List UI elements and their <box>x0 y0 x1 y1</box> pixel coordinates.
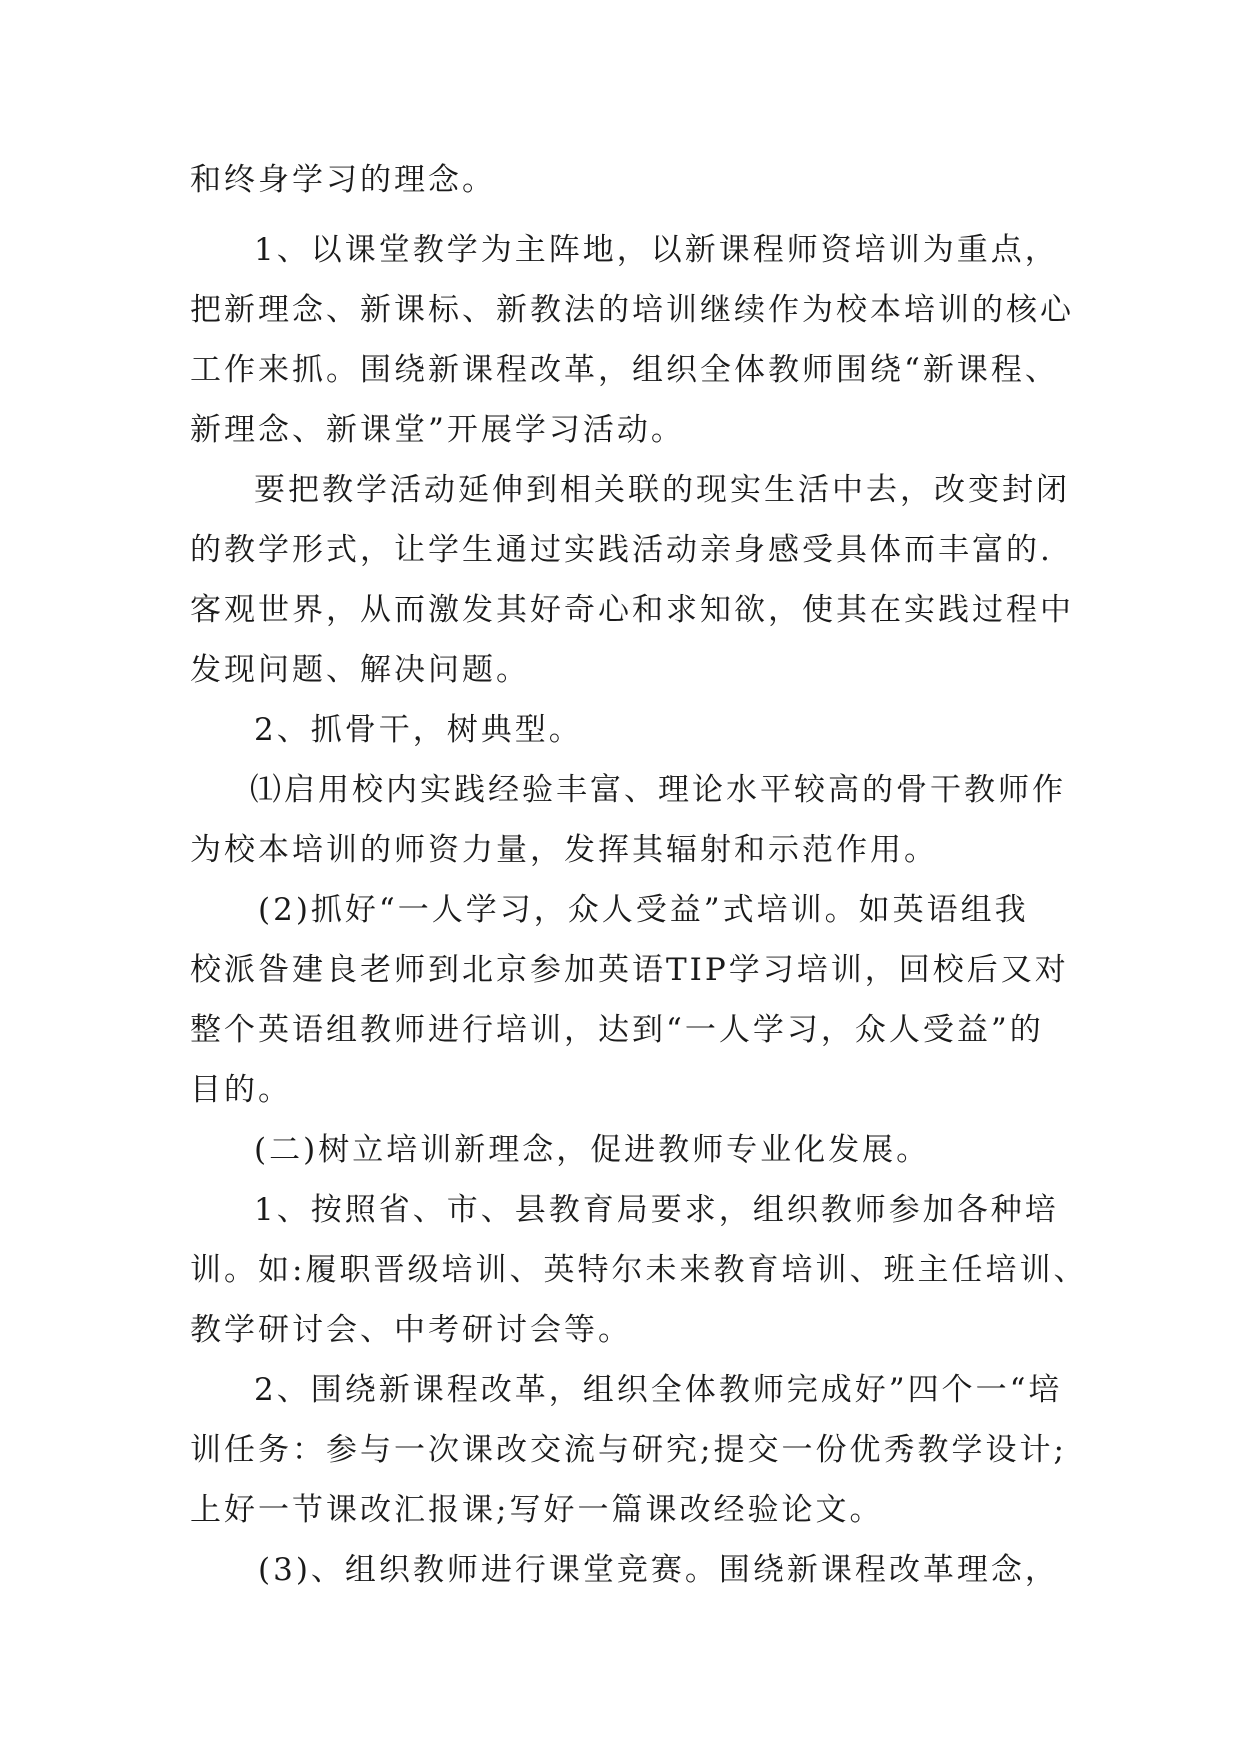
text-line: 为校本培训的师资力量，发挥其辐射和示范作用。 <box>190 832 938 868</box>
text-line: 训任务：参与一次课改交流与研究;提交一份优秀教学设计; <box>190 1432 1067 1468</box>
text-line: 训。如:履职晋级培训、英特尔未来教育培训、班主任培训、 <box>190 1252 1088 1288</box>
text-line: (2)抓好“一人学习，众人受益”式培训。如英语组我 <box>258 892 1029 928</box>
text-line: 2、抓骨干，树典型。 <box>254 712 583 748</box>
text-line: 整个英语组教师进行培训，达到“一人学习，众人受益”的 <box>190 1012 1044 1048</box>
text-line: 新理念、新课堂”开展学习活动。 <box>190 412 685 448</box>
text-line: (二)树立培训新理念，促进教师专业化发展。 <box>254 1132 931 1168</box>
text-line: 上好一节课改汇报课;写好一篇课改经验论文。 <box>190 1492 884 1528</box>
text-line: 校派昝建良老师到北京参加英语TIP学习培训，回校后又对 <box>190 952 1069 988</box>
text-line: 2、围绕新课程改革，组织全体教师完成好”四个一“培 <box>254 1372 1063 1408</box>
text-line: 目的。 <box>190 1072 292 1108</box>
text-line: 1、按照省、市、县教育局要求，组织教师参加各种培 <box>254 1192 1059 1228</box>
document-body <box>190 150 1088 1600</box>
text-line: 工作来抓。围绕新课程改革，组织全体教师围绕“新课程、 <box>190 352 1059 388</box>
text-line: 客观世界，从而激发其好奇心和求知欲，使其在实践过程中 <box>190 592 1074 628</box>
text-line: 的教学形式，让学生通过实践活动亲身感受具体而丰富的. <box>190 532 1053 568</box>
text-line: 把新理念、新课标、新教法的培训继续作为校本培训的核心 <box>190 292 1074 328</box>
text-line: (3)、组织教师进行课堂竞赛。围绕新课程改革理念， <box>258 1552 1059 1588</box>
text-line: 教学研讨会、中考研讨会等。 <box>190 1312 632 1348</box>
text-line: 1、以课堂教学为主阵地，以新课程师资培训为重点， <box>254 232 1059 268</box>
text-line: 发现问题、解决问题。 <box>190 652 530 688</box>
text-line: ⑴启用校内实践经验丰富、理论水平较高的骨干教师作 <box>250 772 1066 808</box>
text-line: 和终身学习的理念。 <box>190 162 496 198</box>
text-line: 要把教学活动延伸到相关联的现实生活中去，改变封闭 <box>254 472 1070 508</box>
